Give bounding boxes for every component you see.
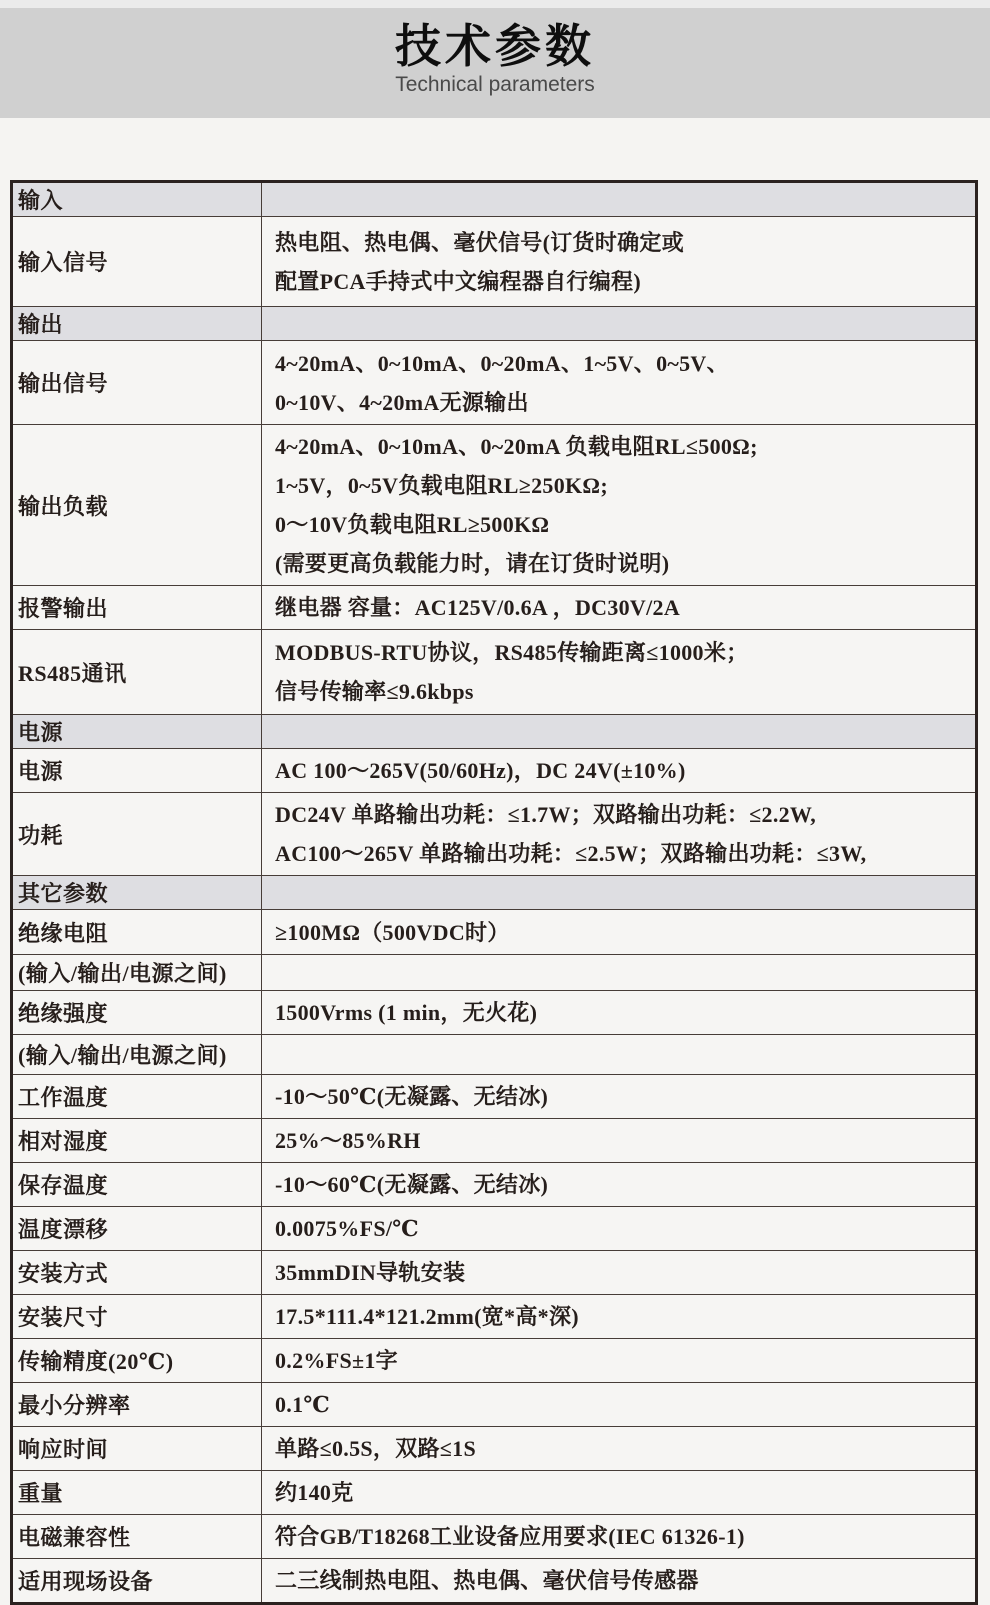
value-line: 单路≤0.5S，双路≤1S <box>275 1436 477 1461</box>
param-value <box>262 1515 975 1558</box>
param-label: RS485通讯 <box>13 630 262 714</box>
value-line: 0.1℃ <box>275 1392 331 1417</box>
param-value <box>262 1119 975 1162</box>
table-row <box>13 1515 975 1559</box>
param-value <box>262 341 975 424</box>
param-value <box>262 991 975 1034</box>
section-spacer <box>262 183 975 216</box>
param-value <box>262 1427 975 1470</box>
param-value <box>262 630 975 714</box>
section-spacer <box>262 307 975 340</box>
value-line: -10～50℃(无凝露、无结冰) <box>275 1084 549 1109</box>
section-row-output <box>13 307 975 341</box>
table-row <box>13 749 975 793</box>
table-row <box>13 1163 975 1207</box>
param-value <box>262 1383 975 1426</box>
value-line: 4~20mA、0~10mA、0~20mA、1~5V、0~5V、 <box>275 350 729 376</box>
value-line: 4~20mA、0~10mA、0~20mA 负载电阻RL≤500Ω; <box>275 434 758 459</box>
value-line: 0.2%FS±1字 <box>275 1348 398 1373</box>
section-row-power <box>13 715 975 749</box>
value-line: MODBUS-RTU协议，RS485传输距离≤1000米； <box>275 640 749 665</box>
param-value <box>262 1035 975 1074</box>
table-row <box>13 910 975 955</box>
param-label: 传输精度(20℃) <box>13 1339 262 1382</box>
param-label: 响应时间 <box>13 1427 262 1470</box>
value-line: 1~5V，0~5V负载电阻RL≥250KΩ; <box>275 473 608 498</box>
param-value <box>262 1471 975 1514</box>
table-row <box>13 630 975 715</box>
spec-table <box>10 180 978 1605</box>
value-line: 热电阻、热电偶、毫伏信号(订货时确定或 <box>275 229 685 255</box>
param-value <box>262 1207 975 1250</box>
param-label: 工作温度 <box>13 1075 262 1118</box>
param-value <box>262 1295 975 1338</box>
param-label: 输出负载 <box>13 425 262 585</box>
table-row <box>13 341 975 425</box>
param-label: 温度漂移 <box>13 1207 262 1250</box>
section-label: 输入 <box>13 183 262 216</box>
value-line: 25%～85%RH <box>275 1128 421 1153</box>
value-line: DC24V 单路输出功耗：≤1.7W；双路输出功耗：≤2.2W, <box>275 802 816 827</box>
param-value <box>262 793 975 875</box>
param-label: 功耗 <box>13 793 262 875</box>
table-row <box>13 1471 975 1515</box>
section-label: 输出 <box>13 307 262 340</box>
value-line: 符合GB/T18268工业设备应用要求(IEC 61326-1) <box>275 1524 745 1549</box>
section-spacer <box>262 715 975 748</box>
param-value <box>262 217 975 306</box>
section-label: 其它参数 <box>13 876 262 909</box>
value-line: 0~10V、4~20mA无源输出 <box>275 389 529 415</box>
value-line: 0～10V负载电阻RL≥500KΩ <box>275 512 550 537</box>
top-strip <box>0 0 990 8</box>
param-label: 绝缘强度 <box>13 991 262 1034</box>
param-label: 重量 <box>13 1471 262 1514</box>
table-row <box>13 1251 975 1295</box>
page-subtitle: Technical parameters <box>395 72 595 96</box>
param-value <box>262 1075 975 1118</box>
section-label: 电源 <box>13 715 262 748</box>
table-row <box>13 1207 975 1251</box>
table-row <box>13 991 975 1035</box>
param-label: 适用现场设备 <box>13 1559 262 1602</box>
param-label: 电源 <box>13 749 262 792</box>
param-label: 输出信号 <box>13 341 262 424</box>
table-row <box>13 955 975 991</box>
table-row <box>13 1295 975 1339</box>
section-row-other <box>13 876 975 910</box>
value-line: (需要更高负载能力时，请在订货时说明) <box>275 551 670 576</box>
param-value <box>262 425 975 585</box>
param-label: 输入信号 <box>13 217 262 306</box>
param-label: (输入/输出/电源之间) <box>13 955 262 990</box>
table-row <box>13 425 975 586</box>
table-row <box>13 1383 975 1427</box>
param-label: 保存温度 <box>13 1163 262 1206</box>
table-row <box>13 1035 975 1075</box>
param-value <box>262 1163 975 1206</box>
param-label: 相对湿度 <box>13 1119 262 1162</box>
table-row <box>13 1119 975 1163</box>
value-line: 二三线制热电阻、热电偶、毫伏信号传感器 <box>275 1568 699 1593</box>
param-value <box>262 749 975 792</box>
value-line: 0.0075%FS/℃ <box>275 1216 419 1241</box>
param-label: 最小分辨率 <box>13 1383 262 1426</box>
param-label: 安装尺寸 <box>13 1295 262 1338</box>
param-label: (输入/输出/电源之间) <box>13 1035 262 1074</box>
param-label: 电磁兼容性 <box>13 1515 262 1558</box>
value-line: 35mmDIN导轨安装 <box>275 1260 466 1285</box>
param-value <box>262 586 975 629</box>
param-value <box>262 910 975 954</box>
table-row <box>13 1075 975 1119</box>
param-label: 安装方式 <box>13 1251 262 1294</box>
value-line: 配置PCA手持式中文编程器自行编程) <box>275 268 641 294</box>
param-value <box>262 1559 975 1602</box>
value-line: ≥100MΩ（500VDC时） <box>275 919 510 945</box>
param-label: 报警输出 <box>13 586 262 629</box>
value-line: -10～60℃(无凝露、无结冰) <box>275 1172 549 1197</box>
table-row <box>13 586 975 630</box>
param-value <box>262 1339 975 1382</box>
page-title: 技术参数 <box>395 20 595 72</box>
section-spacer <box>262 876 975 909</box>
table-row <box>13 1339 975 1383</box>
table-row <box>13 217 975 307</box>
value-line: AC 100～265V(50/60Hz)，DC 24V(±10%) <box>275 758 686 783</box>
value-line: 继电器 容量：AC125V/0.6A ，DC30V/2A <box>275 595 681 620</box>
value-line: 信号传输率≤9.6kbps <box>275 679 474 704</box>
table-row <box>13 793 975 876</box>
value-line: 1500Vrms (1 min，无火花) <box>275 1000 538 1025</box>
section-row-input <box>13 183 975 217</box>
value-line: AC100～265V 单路输出功耗：≤2.5W；双路输出功耗：≤3W, <box>275 841 867 866</box>
param-value <box>262 1251 975 1294</box>
value-line: 约140克 <box>275 1480 354 1505</box>
table-row <box>13 1427 975 1471</box>
value-line: 17.5*111.4*121.2mm(宽*高*深) <box>275 1304 579 1329</box>
param-label: 绝缘电阻 <box>13 910 262 954</box>
table-row <box>13 1559 975 1602</box>
param-value <box>262 955 975 990</box>
title-band <box>0 8 990 118</box>
